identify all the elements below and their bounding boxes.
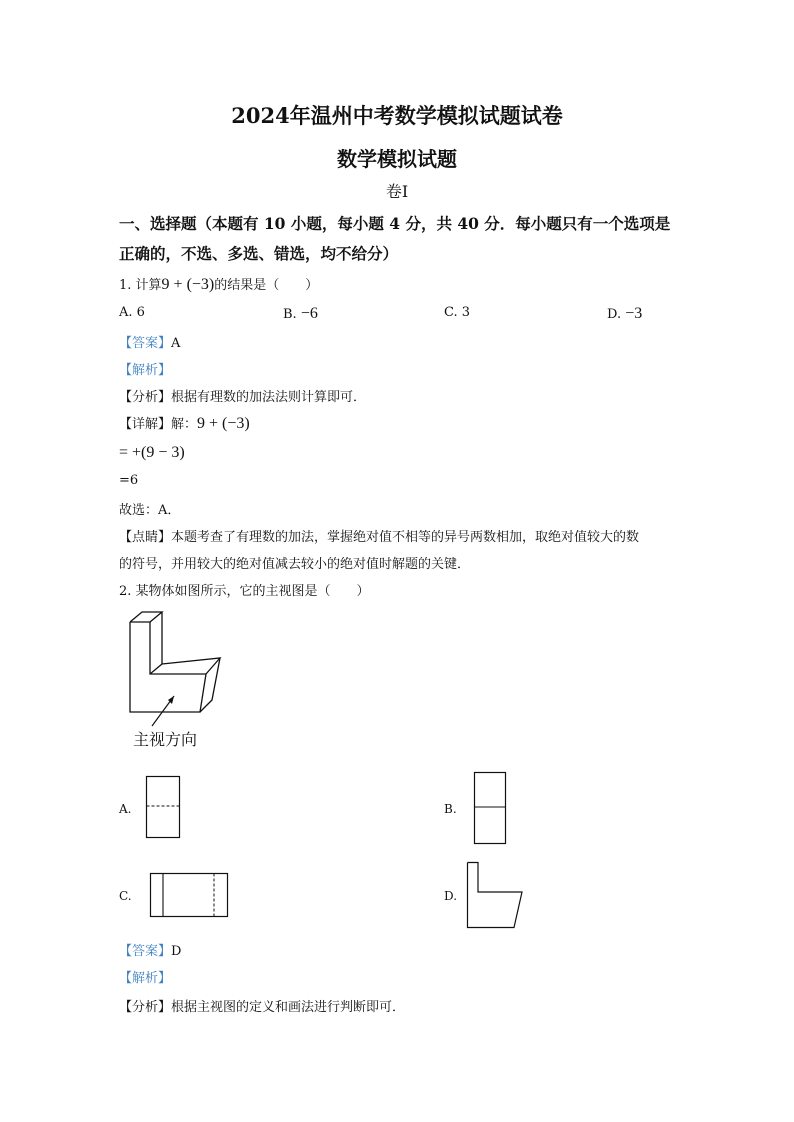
q1-comment-line1: 【点睛】本题考查了有理数的加法，掌握绝对值不相等的异号两数相加，取绝对值较大的数 [119, 530, 640, 545]
q2-option-c-label: C. [119, 889, 132, 903]
question-1-stem [119, 274, 318, 294]
q2-answer: 【答案】D [119, 944, 182, 959]
q2-option-c-figure [150, 873, 228, 917]
q2-option-d-label: D. [444, 889, 458, 903]
section-heading-line1: 一、选择题（本题有 10 小题，每小题 4 分，共 40 分．每小题只有一个选项是 [119, 214, 671, 233]
view-direction-caption: 主视方向 [133, 730, 198, 749]
q2-option-d-figure [467, 862, 523, 928]
view-direction-arrow [146, 690, 186, 730]
q1-detail: 【详解】解：9 + (−3) [119, 415, 250, 432]
q2-option-a-label: A. [119, 802, 132, 816]
page-subtitle: 数学模拟试题 [337, 147, 457, 171]
q2-option-a-figure [146, 776, 180, 838]
q2-option-b-figure [474, 772, 506, 844]
q1-analysis-tag: 【解析】 [119, 363, 172, 378]
q1-step2: =6 [119, 473, 139, 488]
q1-step1: = +(9 − 3) [119, 444, 185, 461]
q1-option-c: C. 3 [444, 305, 471, 320]
q1-option-b: B. −6 [283, 305, 318, 322]
page-title: 2024年温州中考数学模拟试题试卷 [231, 103, 563, 128]
q2-option-b-label: B. [444, 802, 457, 816]
q2-fenxi: 【分析】根据主视图的定义和画法进行判断即可． [119, 1000, 406, 1015]
q1-choose: 故选：A． [119, 503, 181, 518]
q1-option-d: D. −3 [607, 305, 643, 322]
q1-comment-line2: 的符号，并用较大的绝对值减去较小的绝对值时解题的关键． [119, 557, 471, 572]
q1-expression: 9 + (−3) [161, 276, 215, 293]
q1-option-a: A. 6 [119, 305, 145, 320]
q1-prefix: 1. 计算 [119, 278, 162, 293]
answer-tag: 【答案】 [119, 336, 172, 351]
q2-analysis-tag: 【解析】 [119, 971, 172, 986]
answer-tag: 【答案】 [119, 944, 172, 959]
q1-fenxi: 【分析】根据有理数的加法法则计算即可． [119, 390, 367, 405]
q1-answer: 【答案】A [119, 336, 181, 351]
volume-label: 卷I [385, 182, 409, 201]
section-heading-line2: 正确的，不选、多选、错选，均不给分） [119, 244, 399, 263]
q1-suffix: 的结果是（ ） [214, 278, 319, 293]
question-2-stem: 2. 某物体如图所示，它的主视图是（ ） [119, 584, 370, 599]
